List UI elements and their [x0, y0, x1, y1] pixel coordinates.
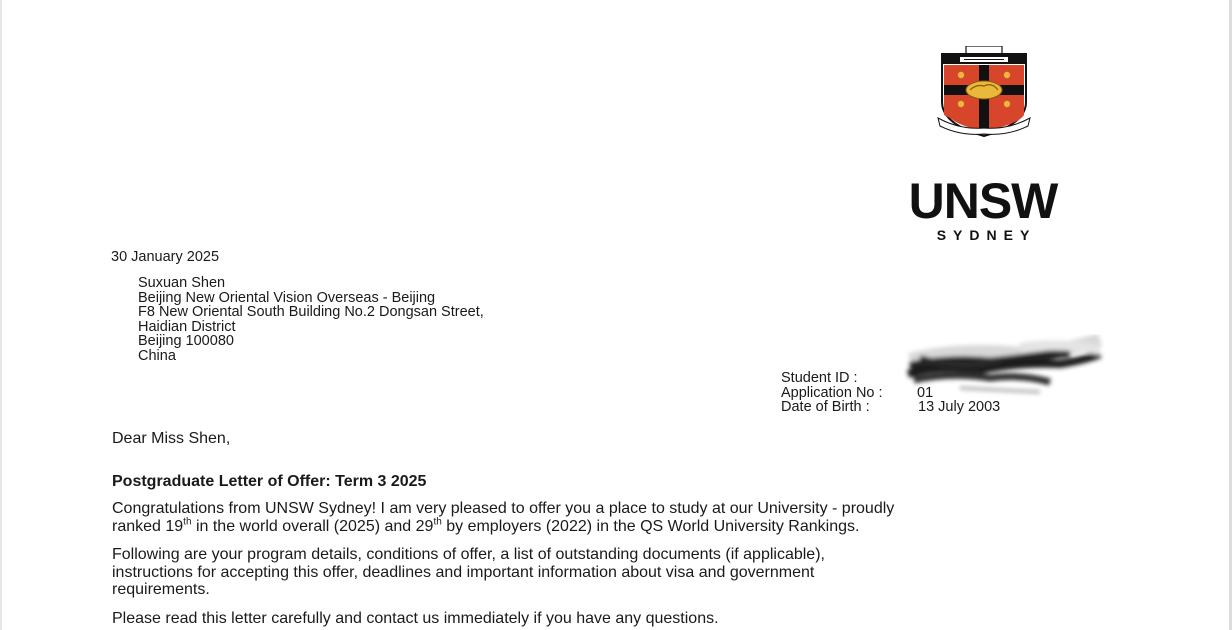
unsw-wordmark: UNSW	[908, 173, 1058, 229]
recipient-name: Suxuan Shen	[138, 275, 226, 291]
p1-line2	[112, 518, 1152, 536]
paragraph-read-carefully	[112, 610, 1152, 628]
recipient-city: Beijing 100080	[138, 333, 234, 350]
dob-row	[781, 399, 1001, 416]
unsw-logo	[870, 44, 1096, 243]
p1-sup1: th	[183, 516, 192, 528]
p3-line1: Please read this letter carefully and contact us immediately if you have any questions.	[112, 610, 719, 627]
p1-part-d: by employers (2022) in the QS World University Rankings.	[441, 517, 860, 535]
p2-line3: requirements.	[112, 581, 210, 599]
recipient-country: China	[138, 347, 176, 364]
application-no-row	[781, 384, 934, 401]
greeting: Dear Miss Shen,	[112, 430, 231, 447]
p1-sup2: th	[433, 516, 442, 528]
dob-value: 13 July 2003	[918, 399, 1001, 416]
paragraph-congratulations	[112, 500, 1152, 535]
student-id-label: Student ID :	[781, 370, 858, 386]
offer-heading: Postgraduate Letter of Offer: Term 3 2025	[112, 473, 427, 490]
student-details	[781, 370, 1001, 416]
dob-label: Date of Birth :	[781, 399, 870, 416]
motto-ribbon-icon	[936, 114, 1032, 136]
p2-line1: Following are your program details, conditions of offer, a list of outstanding documents (if applicable),	[112, 546, 825, 563]
student-id-row	[781, 371, 883, 386]
page-edge-left	[0, 0, 2, 630]
redaction-scribble	[900, 330, 1110, 405]
recipient-street: F8 New Oriental South Building No.2 Dongsan Street,	[138, 304, 484, 321]
p1-part-c: in the world overall (2025) and 29	[191, 517, 434, 535]
application-no-label: Application No :	[781, 384, 883, 401]
recipient-org: Beijing New Oriental Vision Overseas - Beijing	[138, 289, 436, 306]
paragraph-program-details	[112, 546, 1152, 599]
sydney-wordmark: SYDNEY	[936, 227, 1037, 243]
recipient-district: Haidian District	[138, 318, 236, 335]
p1-part-b: ranked 19	[112, 517, 184, 535]
application-no-value: 01	[917, 384, 934, 401]
p1-line1: Congratulations from UNSW Sydney! I am very pleased to offer you a place to study at our University - proudly	[112, 500, 895, 517]
p2-line2: instructions for accepting this offer, deadlines and important information about visa and government	[112, 563, 815, 581]
recipient-address	[138, 276, 484, 364]
letter-date: 30 January 2025	[111, 249, 220, 265]
